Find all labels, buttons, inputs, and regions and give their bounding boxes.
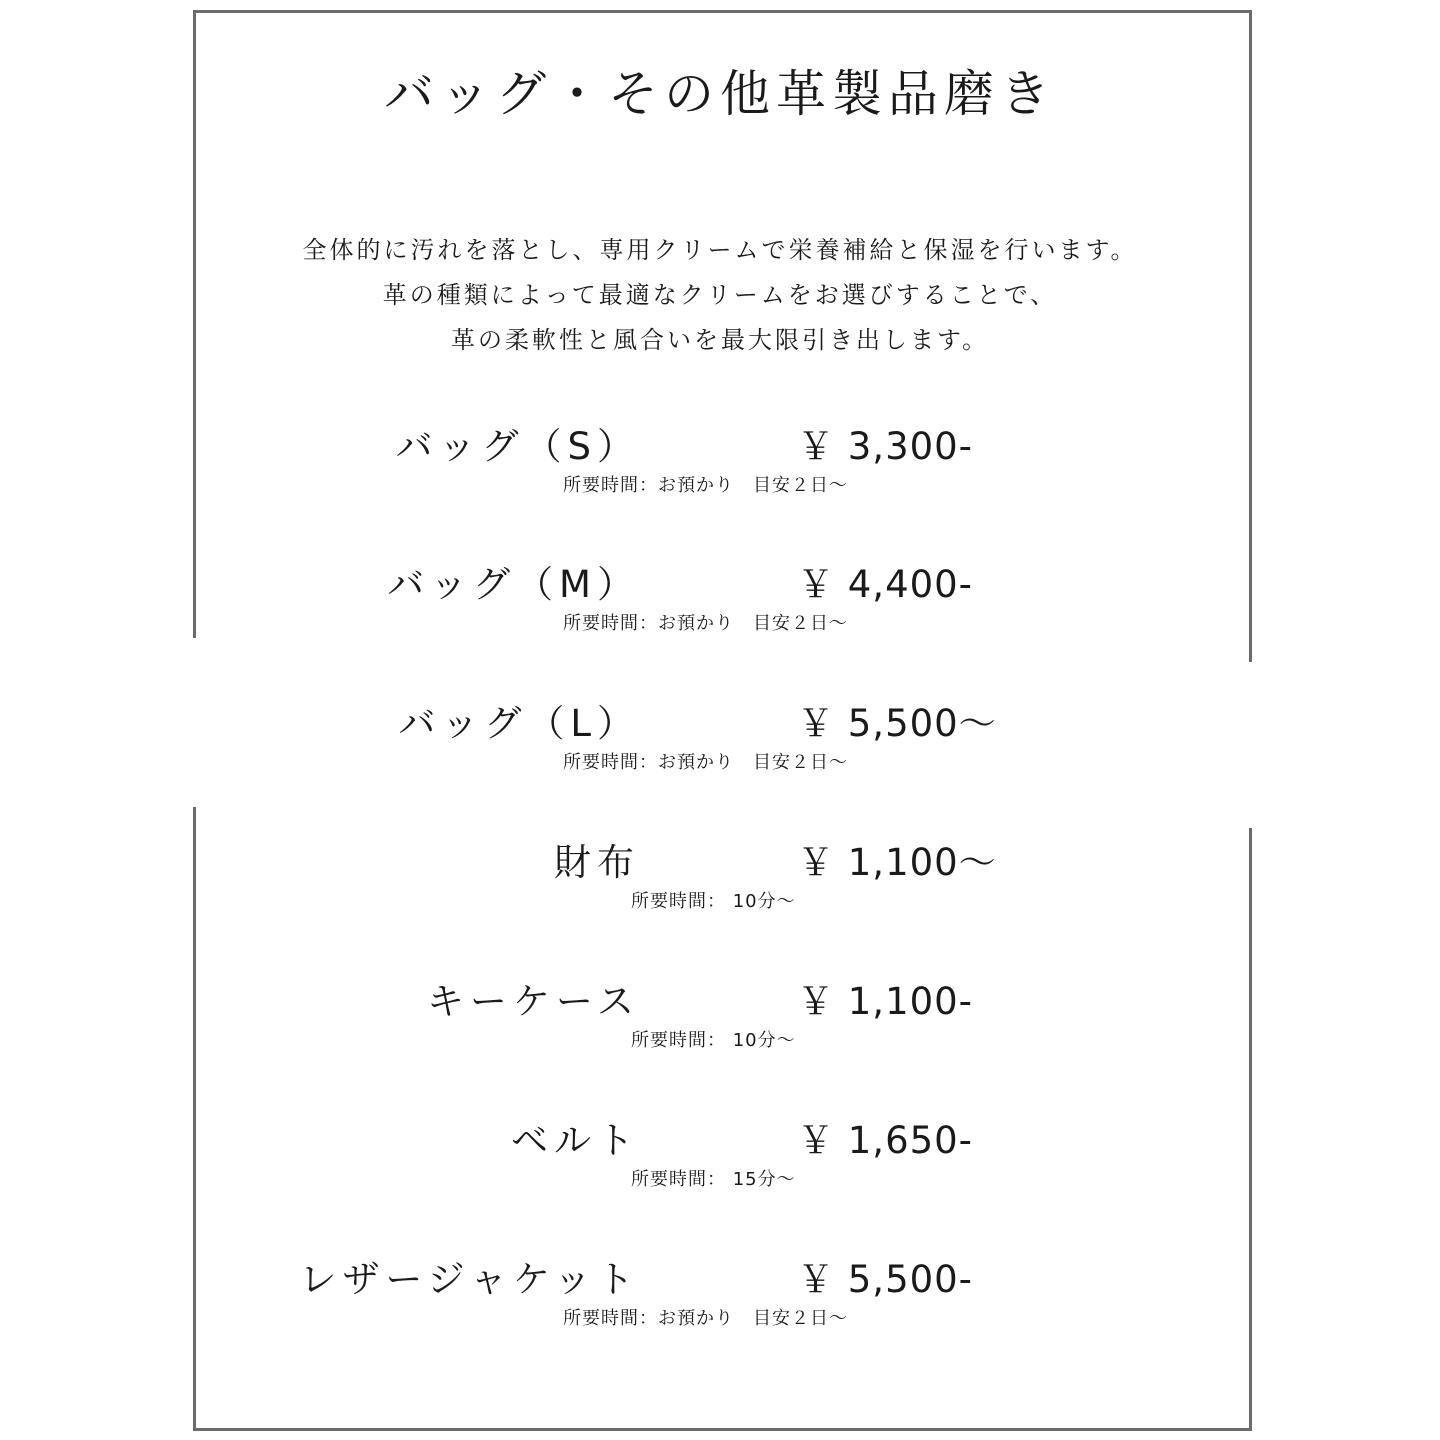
frame-border-bottom (193, 1428, 1252, 1431)
item-duration: 所要時間：お預かり 目安２日～ (563, 613, 848, 634)
price-item-wallet (0, 840, 1440, 930)
item-name: レザージャケット (299, 1258, 640, 1301)
description-line: 革の種類によって最適なクリームをお選びすることで、 (382, 281, 1058, 309)
item-price: ￥ 1,650- (797, 1119, 974, 1162)
item-name: ベルト (511, 1119, 640, 1162)
description-line: 全体的に汚れを落とし、専用クリームで栄養補給と保湿を行います。 (302, 236, 1138, 264)
frame-border-top (193, 10, 1252, 13)
item-name: 財布 (554, 841, 640, 884)
price-item-bag-s (0, 424, 1440, 514)
item-name: バッグ（M） (387, 563, 640, 606)
page-title: バッグ・その他革製品磨き (384, 65, 1056, 123)
description-line: 革の柔軟性と風合いを最大限引き出します。 (450, 326, 990, 354)
service-description (0, 228, 1440, 363)
item-price: ￥ 5,500- (797, 1258, 974, 1301)
price-item-key-case (0, 979, 1440, 1069)
item-price: ￥ 3,300- (797, 425, 974, 468)
item-duration: 所要時間： 10分～ (631, 891, 796, 912)
item-duration: 所要時間： 10分～ (631, 1030, 796, 1051)
price-item-leather-jacket (0, 1257, 1440, 1347)
item-price: ￥ 4,400- (797, 563, 974, 606)
item-name: バッグ（S） (395, 425, 640, 468)
item-price: ￥ 1,100- (797, 980, 974, 1023)
item-name: バッグ（L） (398, 702, 640, 745)
price-item-bag-m (0, 562, 1440, 652)
item-duration: 所要時間：お預かり 目安２日～ (563, 1308, 848, 1329)
item-duration: 所要時間： 15分～ (631, 1169, 796, 1190)
item-price: ￥ 5,500～ (797, 702, 997, 745)
price-item-bag-l (0, 701, 1440, 791)
item-price: ￥ 1,100～ (797, 841, 997, 884)
item-name: キーケース (426, 980, 640, 1023)
item-duration: 所要時間：お預かり 目安２日～ (563, 475, 848, 496)
item-duration: 所要時間：お預かり 目安２日～ (563, 752, 848, 773)
price-item-belt (0, 1118, 1440, 1208)
